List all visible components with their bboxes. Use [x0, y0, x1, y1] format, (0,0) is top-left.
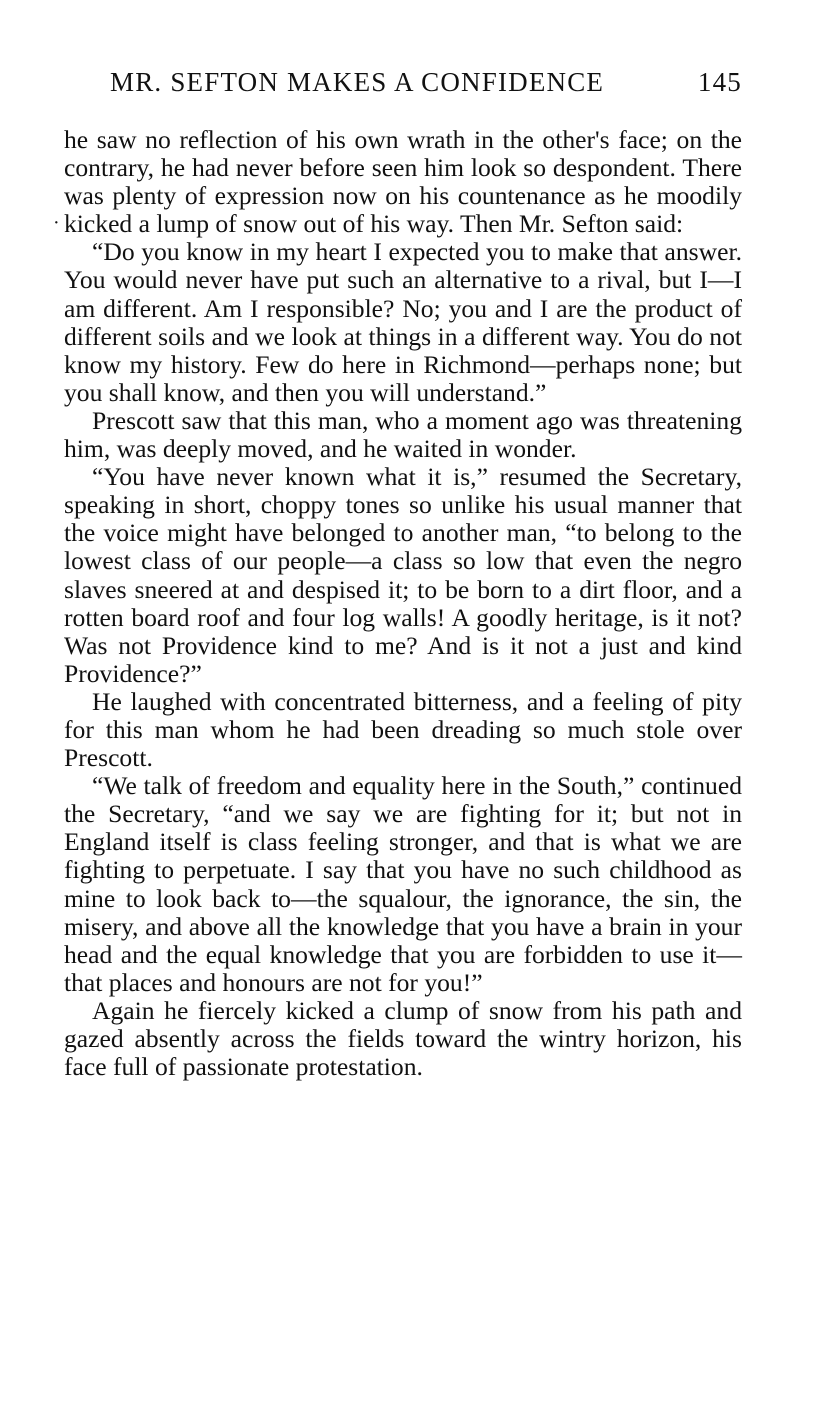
- paragraph: “You have never known what it is,” resumed the Secretary, speaking in short, choppy tones so unlike his usual manner that the voice might have belonged to another man, “to belong to the lowest class of our people—a class so low that even the negro slaves sneered at and despised it; to be born to a dirt floor, and a rotten board roof and four log walls! A goodly heritage, is it not? Was not Providence kind to me? And is it not a just and kind Providence?”: [64, 462, 742, 688]
- paragraph: Again he fiercely kicked a clump of snow from his path and gazed absently across the fields toward the wintry horizon, his face full of passionate protestation.: [64, 995, 742, 1082]
- margin-mark: ·: [53, 212, 60, 234]
- paragraph: he saw no reflection of his own wrath in the other's face; on the contrary, he had never before seen him look so despondent. There was plenty of expression now on his countenance as he moodily kicked a lump of snow out of his way. Then Mr. Sefton said:: [64, 125, 742, 239]
- body-text: [64, 126, 742, 1081]
- paragraph: Prescott saw that this man, who a moment ago was threatening him, was deeply moved, and he waited in wonder.: [64, 405, 742, 464]
- page-number: 145: [697, 67, 742, 97]
- paragraph: “Do you know in my heart I expected you to make that answer. You would never have put such an alternative to a rival, but I—I am different. Am I responsible? No; you and I are the product of different soils and we look at things in a different way. You do not know my history. Few do here in Richmond—perhaps none; but you shall know, and then you will understand.”: [64, 237, 742, 407]
- paragraph: He laughed with concentrated bitterness, and a feeling of pity for this man whom he had been dreading so much stole over Prescott.: [64, 686, 742, 773]
- paragraph: “We talk of freedom and equality here in the South,” continued the Secretary, “and we say we are fighting for it; but not in England itself is class feeling stronger, and that is what we are fighting to perpetuate. I say that you have no such childhood as mine to look back to—the squalour, the ignorance, the sin, the misery, and above all the knowledge that you have a brain in your head and the equal knowledge that you are forbidden to use it—that places and honours are not for you!”: [64, 771, 742, 997]
- chapter-title: MR. SEFTON MAKES A CONFIDENCE: [110, 67, 605, 97]
- running-head: [110, 64, 742, 100]
